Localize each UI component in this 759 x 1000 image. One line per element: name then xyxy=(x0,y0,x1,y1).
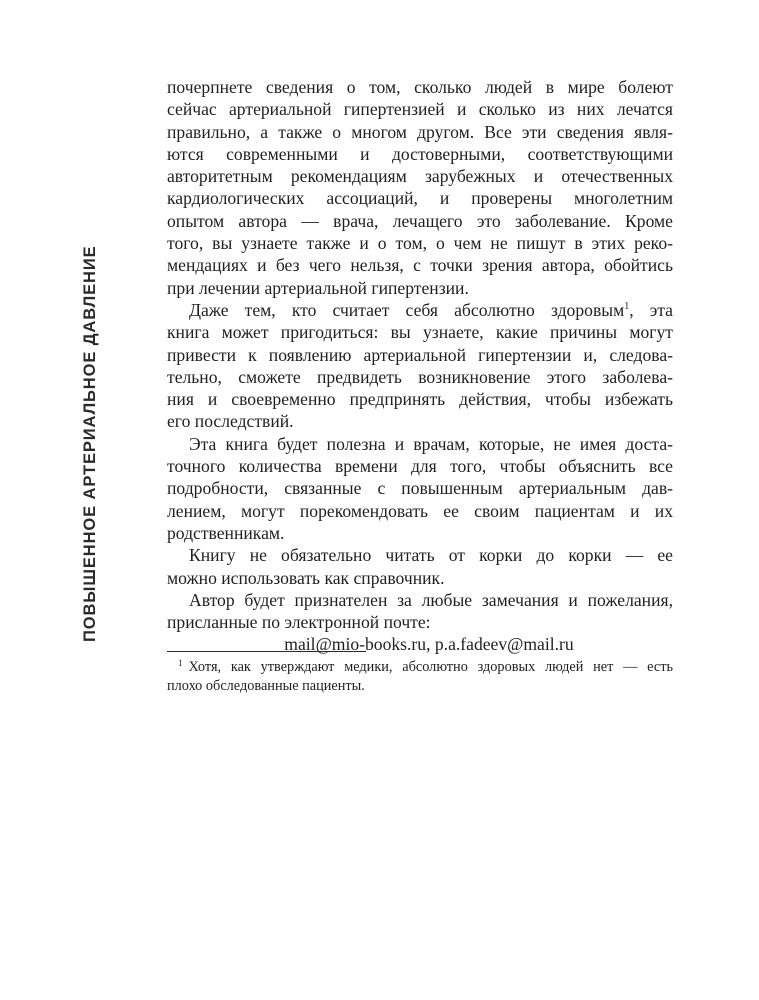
main-text xyxy=(167,76,673,656)
contact-emails: mail@mio-books.ru, p.a.fadeev@mail.ru xyxy=(284,634,574,655)
text-line: Эта книга будет полезна и врачам, которые, не имея доста- xyxy=(189,433,673,454)
text-line: при лечении артериальной гипертензии. xyxy=(167,277,469,298)
paragraph-3 xyxy=(167,433,673,544)
text-line: привести к появлению артериальной гипертензии и, следова- xyxy=(167,344,673,365)
text-line: тельно, сможете предвидеть возникновение этого заболева- xyxy=(167,366,673,387)
footnote-text: Хотя, как утверждают медики, абсолютно здоровых людей нет — есть xyxy=(188,659,673,675)
text-line: ются современными и достоверными, соответствующими xyxy=(167,143,673,164)
footnote-reference: 1 xyxy=(624,300,630,312)
footnote-divider xyxy=(167,651,366,652)
text-line: присланные по электронной почте: xyxy=(167,612,431,633)
text-line: Автор будет признателен за любые замечания и пожелания, xyxy=(189,589,673,610)
footnote-line xyxy=(167,658,673,677)
text-line xyxy=(167,299,673,321)
text-line: точного количества времени для того, чтобы объяснить все xyxy=(167,456,673,477)
text-line: родственникам. xyxy=(167,522,285,543)
footnote xyxy=(167,658,673,696)
running-head: ПОВЫШЕННОЕ АРТЕРИАЛЬНОЕ ДАВЛЕНИЕ xyxy=(81,245,99,642)
text-line: лением, могут порекомендовать ее своим пациентам и их xyxy=(167,500,673,521)
paragraph-4 xyxy=(167,544,673,589)
paragraph-2 xyxy=(167,299,673,433)
text-line: кардиологических ассоциаций, и проверены многолетним xyxy=(167,188,673,209)
paragraph-1 xyxy=(167,76,673,299)
text-line: ния и своевременно предпринять действия, чтобы избежать xyxy=(167,389,673,410)
text-fragment: , эта xyxy=(629,299,673,320)
text-line: правильно, а также о многом другом. Все эти сведения явля- xyxy=(167,121,673,142)
text-line: мендациях и без чего нельзя, с точки зрения автора, обойтись xyxy=(167,255,673,276)
text-line: почерпнете сведения о том, сколько людей в мире болеют xyxy=(167,77,673,97)
text-line: того, вы узнаете также и о том, о чем не пишут в этих реко- xyxy=(167,233,673,254)
text-line: можно использовать как справочник. xyxy=(167,567,445,588)
text-line: книга может пригодиться: вы узнаете, какие причины могут xyxy=(167,322,673,343)
footnote-mark: 1 xyxy=(178,658,183,668)
text-line: его последствий. xyxy=(167,411,294,432)
text-fragment: Даже тем, кто считает себя абсолютно здоровым xyxy=(189,299,625,320)
paragraph-5 xyxy=(167,589,673,656)
text-line: сейчас артериальной гипертензией и сколько из них лечатся xyxy=(167,99,673,120)
text-line: Книгу не обязательно читать от корки до корки — ее xyxy=(189,545,673,566)
text-line: подробности, связанные с повышенным артериальным дав- xyxy=(167,478,673,499)
footnote-line: плохо обследованные пациенты. xyxy=(167,678,365,694)
text-line: авторитетным рекомендациям зарубежных и отечественных xyxy=(167,166,673,187)
text-line: опытом автора — врача, лечащего это заболевание. Кроме xyxy=(167,210,673,231)
